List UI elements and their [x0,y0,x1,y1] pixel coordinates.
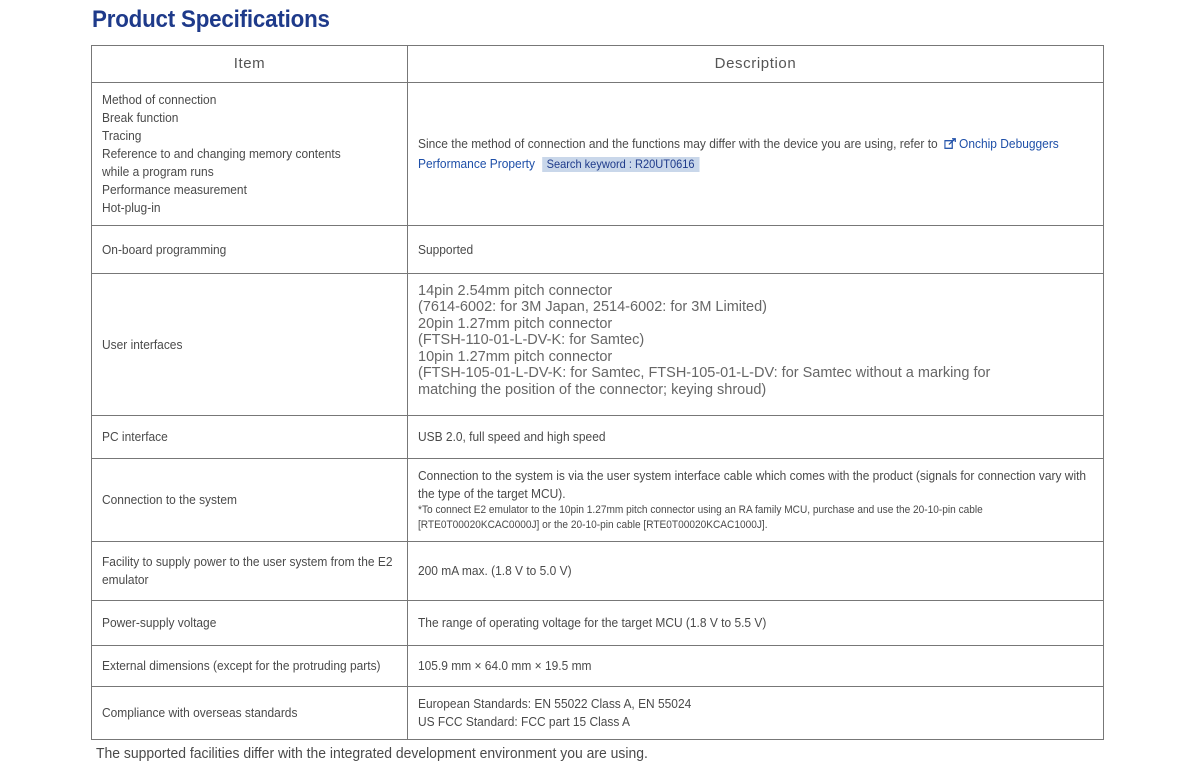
table-header-row [92,46,1104,83]
table-row [92,601,1104,646]
description-cell [408,274,1104,416]
description-cell [408,687,1104,740]
onchip-debuggers-link[interactable]: Onchip Debuggers [944,136,1058,151]
column-header-description: Description [408,46,1104,83]
item-cell: Connection to the system [92,459,408,542]
item-line: while a program runs [102,164,214,179]
item-cell: External dimensions (except for the protruding parts) [92,646,408,687]
item-cell [92,83,408,226]
connector-line: 20pin 1.27mm pitch connector [418,315,613,332]
connector-line: 14pin 2.54mm pitch connector [418,282,613,299]
item-cell: On-board programming [92,226,408,274]
item-line: Method of connection [102,92,217,107]
connection-description: Connection to the system is via the user system interface cable which comes with the product (signals for connection vary with the type of the target MCU). [418,468,1087,501]
description-cell: 105.9 mm × 64.0 mm × 19.5 mm [408,646,1104,687]
page-title: Product Specifications [92,6,330,33]
table-row [92,416,1104,459]
description-cell [408,459,1104,542]
item-line: Hot-plug-in [102,200,161,215]
performance-property-link[interactable]: Performance Property [418,156,535,171]
column-header-item: Item [92,46,408,83]
standard-line: US FCC Standard: FCC part 15 Class A [418,714,631,729]
connector-line: (FTSH-110-01-L-DV-K: for Samtec) [418,332,645,349]
table-row [92,274,1104,416]
table-row [92,459,1104,542]
description-cell [408,83,1104,226]
specifications-table [91,45,1104,740]
item-cell: PC interface [92,416,408,459]
connector-line: (7614-6002: for 3M Japan, 2514-6002: for 3M Limited) [418,299,768,316]
external-link-icon [944,138,956,149]
connection-note: *To connect E2 emulator to the 10pin 1.27mm pitch connector using an RA family MCU, purchase and use the 20-10-pin cable [RTE0T00020KCAC0000J] or the 20-10-pin cable [RTE0T00020KCAC1000J]. [418,504,983,531]
table-row [92,226,1104,274]
table-row [92,646,1104,687]
connector-line: matching the position of the connector; keying shroud) [418,381,767,398]
search-keyword-badge: Search keyword : R20UT0616 [542,157,699,172]
connector-line: 10pin 1.27mm pitch connector [418,348,613,365]
item-line: Break function [102,110,179,125]
item-line: Reference to and changing memory contents [102,146,341,161]
description-cell: 200 mA max. (1.8 V to 5.0 V) [408,542,1104,601]
connector-line: (FTSH-105-01-L-DV-K: for Samtec, FTSH-105-01-L-DV: for Samtec without a marking for [418,365,991,382]
description-cell: Supported [408,226,1104,274]
item-cell: Facility to supply power to the user system from the E2 emulator [92,542,408,601]
description-cell: USB 2.0, full speed and high speed [408,416,1104,459]
item-line: Performance measurement [102,182,247,197]
item-cell: User interfaces [92,274,408,416]
description-text: Since the method of connection and the functions may differ with the device you are using, refer to [418,136,938,151]
item-line: Tracing [102,128,142,143]
description-cell: The range of operating voltage for the target MCU (1.8 V to 5.5 V) [408,601,1104,646]
table-row [92,83,1104,226]
table-row [92,542,1104,601]
item-cell: Compliance with overseas standards [92,687,408,740]
item-cell: Power-supply voltage [92,601,408,646]
table-row [92,687,1104,740]
footer-note: The supported facilities differ with the integrated development environment you are using. [96,745,648,762]
standard-line: European Standards: EN 55022 Class A, EN 55024 [418,696,692,711]
